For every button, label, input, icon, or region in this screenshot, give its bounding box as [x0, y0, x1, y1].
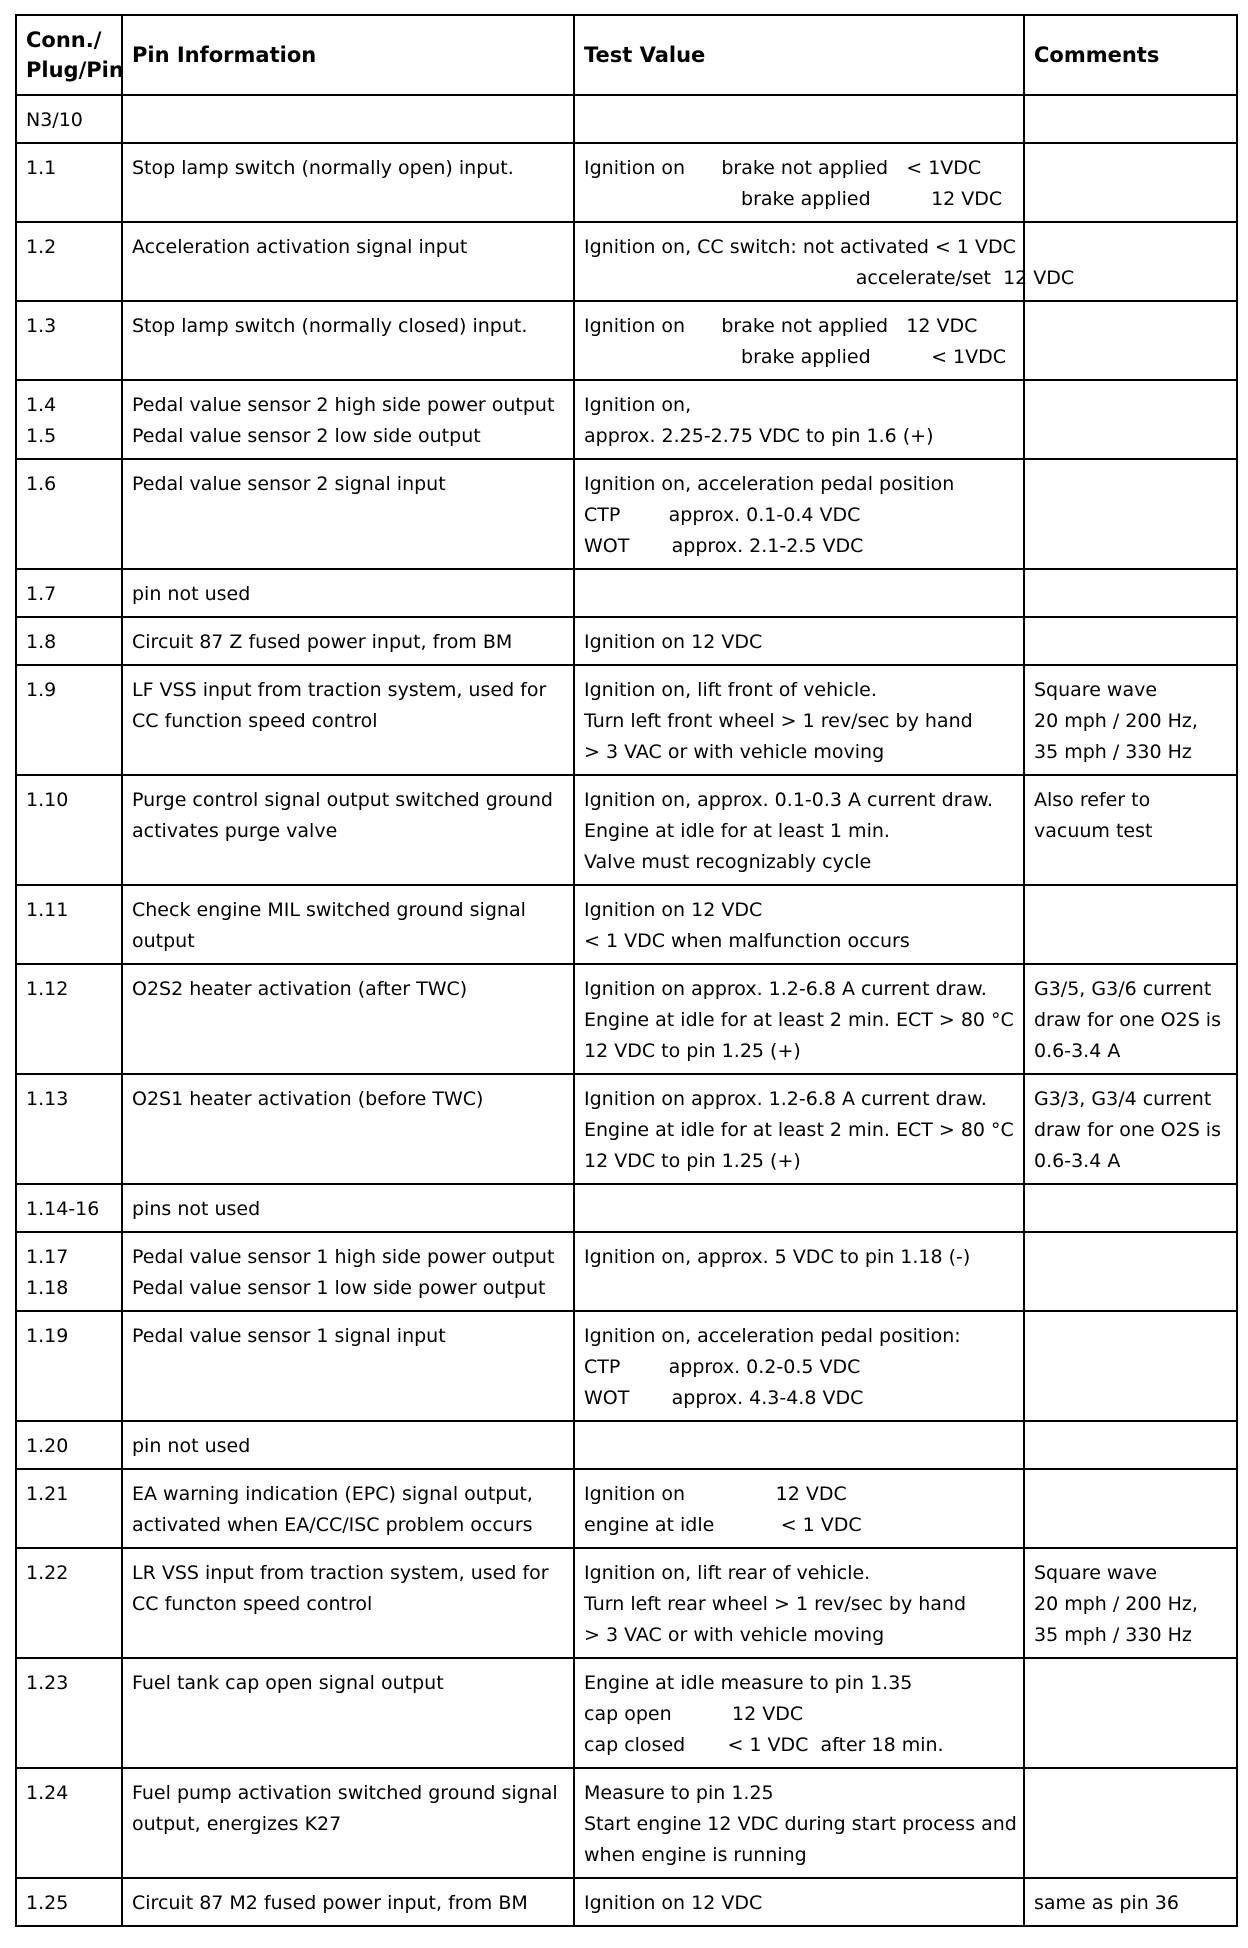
test-line: WOT approx. 4.3-4.8 VDC: [584, 1387, 864, 1409]
cell-info: [122, 380, 574, 459]
table-row: [16, 1548, 1237, 1658]
cell-comments: [1024, 1548, 1237, 1658]
cell-pin: [16, 1232, 122, 1311]
cell-pin: [16, 1548, 122, 1658]
comments-line: 35 mph / 330 Hz: [1034, 1624, 1192, 1646]
cell-comments: [1024, 775, 1237, 885]
test-line: > 3 VAC or with vehicle moving: [584, 741, 885, 763]
cell-test: [574, 143, 1024, 222]
test-line: Ignition on 12 VDC: [584, 1892, 763, 1914]
test-line: Ignition on, acceleration pedal position:: [584, 1325, 961, 1347]
header-pin: Conn./ Plug/Pin: [16, 15, 122, 95]
info-line: LF VSS input from traction system, used for CC function speed control: [132, 679, 547, 732]
cell-info: [122, 1311, 574, 1421]
cell-test: [574, 1074, 1024, 1184]
cell-test: [574, 380, 1024, 459]
table-row: [16, 885, 1237, 964]
pin-line: 1.25: [26, 1892, 69, 1914]
cell-pin: [16, 1768, 122, 1878]
info-line: Fuel pump activation switched ground signal output, energizes K27: [132, 1782, 558, 1835]
cell-test: [574, 569, 1024, 617]
info-line: Purge control signal output switched ground activates purge valve: [132, 789, 553, 842]
header-pin-information: Pin Information: [122, 15, 574, 95]
header-comments: Comments: [1024, 15, 1237, 95]
table-row: [16, 964, 1237, 1074]
pin-test-table: [15, 14, 1238, 1927]
info-line: Pedal value sensor 1 high side power output: [132, 1246, 555, 1268]
test-line: Ignition on approx. 1.2-6.8 A current draw.: [584, 978, 987, 1000]
cell-info: [122, 1232, 574, 1311]
cell-info: [122, 665, 574, 775]
test-line: Ignition on, lift front of vehicle.: [584, 679, 877, 701]
test-line: approx. 2.25-2.75 VDC to pin 1.6 (+): [584, 425, 934, 447]
test-line: Ignition on, acceleration pedal position: [584, 473, 955, 495]
cell-comments: [1024, 301, 1237, 380]
comments-line: 20 mph / 200 Hz,: [1034, 710, 1198, 732]
test-line: WOT approx. 2.1-2.5 VDC: [584, 535, 864, 557]
cell-test: [574, 1469, 1024, 1548]
test-line: Ignition on, CC switch: not activated < 1 VDC: [584, 236, 1016, 258]
pin-line: 1.7: [26, 583, 57, 605]
cell-pin: [16, 1878, 122, 1926]
table-row: [16, 1421, 1237, 1469]
test-line: Ignition on approx. 1.2-6.8 A current draw.: [584, 1088, 987, 1110]
table-row: [16, 1878, 1237, 1926]
info-line: Pedal value sensor 2 signal input: [132, 473, 446, 495]
pin-line: 1.1: [26, 157, 57, 179]
cell-comments: [1024, 459, 1237, 569]
cell-comments: [1024, 885, 1237, 964]
info-line: Pedal value sensor 1 low side power output: [132, 1277, 546, 1299]
cell-test: [574, 1878, 1024, 1926]
cell-test: [574, 95, 1024, 143]
table-row: [16, 569, 1237, 617]
test-line: Engine at idle measure to pin 1.35: [584, 1672, 913, 1694]
cell-info: [122, 1074, 574, 1184]
comments-line: G3/3, G3/4 current draw for one O2S is 0.6-3.4 A: [1034, 1088, 1221, 1172]
info-line: Stop lamp switch (normally closed) input.: [132, 315, 528, 337]
table-row: [16, 665, 1237, 775]
info-line: pins not used: [132, 1198, 261, 1220]
info-line: pin not used: [132, 583, 251, 605]
table-row: [16, 1184, 1237, 1232]
cell-comments: [1024, 1768, 1237, 1878]
cell-comments: [1024, 569, 1237, 617]
comments-line: 35 mph / 330 Hz: [1034, 741, 1192, 763]
pin-line: 1.18: [26, 1277, 69, 1299]
cell-pin: [16, 1469, 122, 1548]
table-body: [16, 95, 1237, 1926]
cell-pin: [16, 95, 122, 143]
test-line: > 3 VAC or with vehicle moving: [584, 1624, 885, 1646]
test-line: Engine at idle for at least 1 min.: [584, 820, 890, 842]
cell-pin: [16, 1658, 122, 1768]
header-test-value: Test Value: [574, 15, 1024, 95]
test-line: Start engine 12 VDC during start process and: [584, 1813, 1017, 1835]
info-line: O2S2 heater activation (after TWC): [132, 978, 468, 1000]
pin-line: 1.10: [26, 789, 69, 811]
test-line: CTP approx. 0.1-0.4 VDC: [584, 504, 861, 526]
pin-line: 1.8: [26, 631, 57, 653]
info-line: Pedal value sensor 2 low side output: [132, 425, 481, 447]
cell-info: [122, 1184, 574, 1232]
pin-line: 1.17: [26, 1246, 69, 1268]
cell-test: [574, 459, 1024, 569]
test-line: Ignition on brake not applied 12 VDC: [584, 315, 978, 337]
cell-info: [122, 617, 574, 665]
info-line: Fuel tank cap open signal output: [132, 1672, 444, 1694]
cell-comments: [1024, 1311, 1237, 1421]
table-row: [16, 459, 1237, 569]
test-line: Ignition on 12 VDC: [584, 1483, 847, 1505]
cell-pin: [16, 569, 122, 617]
cell-comments: [1024, 222, 1237, 301]
comments-line: 20 mph / 200 Hz,: [1034, 1593, 1198, 1615]
pin-line: 1.9: [26, 679, 57, 701]
test-line: Turn left rear wheel > 1 rev/sec by hand: [584, 1593, 967, 1615]
test-line: Valve must recognizably cycle: [584, 851, 872, 873]
cell-pin: [16, 665, 122, 775]
test-line: Ignition on 12 VDC: [584, 631, 763, 653]
cell-info: [122, 775, 574, 885]
cell-pin: [16, 380, 122, 459]
cell-pin: [16, 459, 122, 569]
cell-info: [122, 459, 574, 569]
cell-test: [574, 1548, 1024, 1658]
cell-test: [574, 301, 1024, 380]
pin-line: 1.22: [26, 1562, 69, 1584]
cell-pin: [16, 1421, 122, 1469]
cell-pin: [16, 617, 122, 665]
comments-line: same as pin 36: [1034, 1892, 1179, 1914]
table-row: [16, 222, 1237, 301]
info-line: Check engine MIL switched ground signal output: [132, 899, 526, 952]
cell-comments: [1024, 1184, 1237, 1232]
cell-test: [574, 1232, 1024, 1311]
cell-test: [574, 222, 1075, 301]
test-line: cap closed < 1 VDC after 18 min.: [584, 1734, 944, 1756]
cell-comments: [1024, 143, 1237, 222]
cell-comments: [1024, 1232, 1237, 1311]
cell-pin: [16, 885, 122, 964]
pin-line: 1.12: [26, 978, 69, 1000]
cell-test: [574, 1421, 1024, 1469]
cell-pin: [16, 143, 122, 222]
pin-line: 1.3: [26, 315, 57, 337]
table-row: [16, 95, 1237, 143]
cell-comments: [1024, 1421, 1237, 1469]
cell-comments: [1024, 380, 1237, 459]
table-row: [16, 380, 1237, 459]
cell-info: [122, 964, 574, 1074]
cell-comments: [1024, 95, 1237, 143]
test-line: Engine at idle for at least 2 min. ECT > 80 °C: [584, 1009, 1014, 1031]
cell-test: [574, 1184, 1024, 1232]
pin-line: 1.4: [26, 394, 57, 416]
test-line: brake applied 12 VDC: [584, 188, 1003, 210]
cell-info: [122, 1658, 574, 1768]
pin-line: 1.20: [26, 1435, 69, 1457]
test-line: 12 VDC to pin 1.25 (+): [584, 1150, 801, 1172]
pin-line: 1.5: [26, 425, 57, 447]
info-line: pin not used: [132, 1435, 251, 1457]
comments-line: Square wave: [1034, 1562, 1158, 1584]
pin-line: 1.23: [26, 1672, 69, 1694]
test-line: Turn left front wheel > 1 rev/sec by hand: [584, 710, 973, 732]
test-line: Engine at idle for at least 2 min. ECT > 80 °C: [584, 1119, 1014, 1141]
test-line: Ignition on, approx. 0.1-0.3 A current draw.: [584, 789, 993, 811]
cell-comments: [1024, 1658, 1237, 1768]
test-line: Ignition on, approx. 5 VDC to pin 1.18 (-): [584, 1246, 971, 1268]
test-line: CTP approx. 0.2-0.5 VDC: [584, 1356, 861, 1378]
table-row: [16, 1768, 1237, 1878]
table-row: [16, 775, 1237, 885]
pin-line: 1.13: [26, 1088, 69, 1110]
info-line: EA warning indication (EPC) signal output, activated when EA/CC/ISC problem occurs: [132, 1483, 533, 1536]
info-line: Pedal value sensor 2 high side power output: [132, 394, 555, 416]
pin-line: 1.14-16: [26, 1198, 100, 1220]
table-row: [16, 301, 1237, 380]
cell-info: [122, 885, 574, 964]
info-line: Circuit 87 Z fused power input, from BM: [132, 631, 513, 653]
cell-pin: [16, 1184, 122, 1232]
cell-pin: [16, 301, 122, 380]
table-row: [16, 143, 1237, 222]
info-line: LR VSS input from traction system, used for CC functon speed control: [132, 1562, 549, 1615]
cell-pin: [16, 1074, 122, 1184]
cell-pin: [16, 964, 122, 1074]
info-line: Circuit 87 M2 fused power input, from BM: [132, 1892, 528, 1914]
test-line: Measure to pin 1.25: [584, 1782, 774, 1804]
pin-line: 1.19: [26, 1325, 69, 1347]
cell-comments: [1024, 1074, 1237, 1184]
cell-info: [122, 1469, 574, 1548]
pin-line: 1.2: [26, 236, 57, 258]
test-line: accelerate/set 12 VDC: [584, 267, 1075, 289]
comments-line: Also refer to vacuum test: [1034, 789, 1153, 842]
header-row: [16, 15, 1237, 95]
pin-line: 1.24: [26, 1782, 69, 1804]
test-line: Ignition on,: [584, 394, 692, 416]
cell-test: [574, 617, 1024, 665]
cell-test: [574, 964, 1024, 1074]
table-row: [16, 1074, 1237, 1184]
cell-comments: [1024, 1469, 1237, 1548]
info-line: O2S1 heater activation (before TWC): [132, 1088, 484, 1110]
test-line: when engine is running: [584, 1844, 807, 1866]
test-line: cap open 12 VDC: [584, 1703, 804, 1725]
cell-info: [122, 1421, 574, 1469]
cell-info: [122, 1768, 574, 1878]
table-row: [16, 1469, 1237, 1548]
cell-info: [122, 222, 574, 301]
table-row: [16, 1658, 1237, 1768]
pin-line: 1.6: [26, 473, 57, 495]
comments-line: G3/5, G3/6 current draw for one O2S is 0.6-3.4 A: [1034, 978, 1221, 1062]
pin-line: N3/10: [26, 109, 83, 131]
test-line: Ignition on, lift rear of vehicle.: [584, 1562, 871, 1584]
cell-test: [574, 885, 1024, 964]
table-row: [16, 1232, 1237, 1311]
test-line: 12 VDC to pin 1.25 (+): [584, 1040, 801, 1062]
test-line: Ignition on brake not applied < 1VDC: [584, 157, 982, 179]
cell-info: [122, 143, 574, 222]
cell-pin: [16, 222, 122, 301]
table-row: [16, 617, 1237, 665]
test-line: engine at idle < 1 VDC: [584, 1514, 862, 1536]
info-line: Stop lamp switch (normally open) input.: [132, 157, 514, 179]
pin-line: 1.21: [26, 1483, 69, 1505]
cell-comments: [1024, 1878, 1237, 1926]
info-line: Acceleration activation signal input: [132, 236, 468, 258]
test-line: < 1 VDC when malfunction occurs: [584, 930, 910, 952]
cell-test: [574, 665, 1024, 775]
cell-test: [574, 1768, 1024, 1878]
info-line: Pedal value sensor 1 signal input: [132, 1325, 446, 1347]
test-line: brake applied < 1VDC: [584, 346, 1007, 368]
cell-test: [574, 1658, 1024, 1768]
cell-info: [122, 569, 574, 617]
cell-comments: [1024, 665, 1237, 775]
cell-test: [574, 1311, 1024, 1421]
test-line: Ignition on 12 VDC: [584, 899, 763, 921]
cell-info: [122, 1878, 574, 1926]
comments-line: Square wave: [1034, 679, 1158, 701]
cell-pin: [16, 775, 122, 885]
cell-test: [574, 775, 1024, 885]
cell-comments: [1024, 617, 1237, 665]
cell-info: [122, 1548, 574, 1658]
pin-line: 1.11: [26, 899, 69, 921]
cell-comments: [1024, 964, 1237, 1074]
table-row: [16, 1311, 1237, 1421]
cell-info: [122, 301, 574, 380]
cell-pin: [16, 1311, 122, 1421]
cell-info: [122, 95, 574, 143]
